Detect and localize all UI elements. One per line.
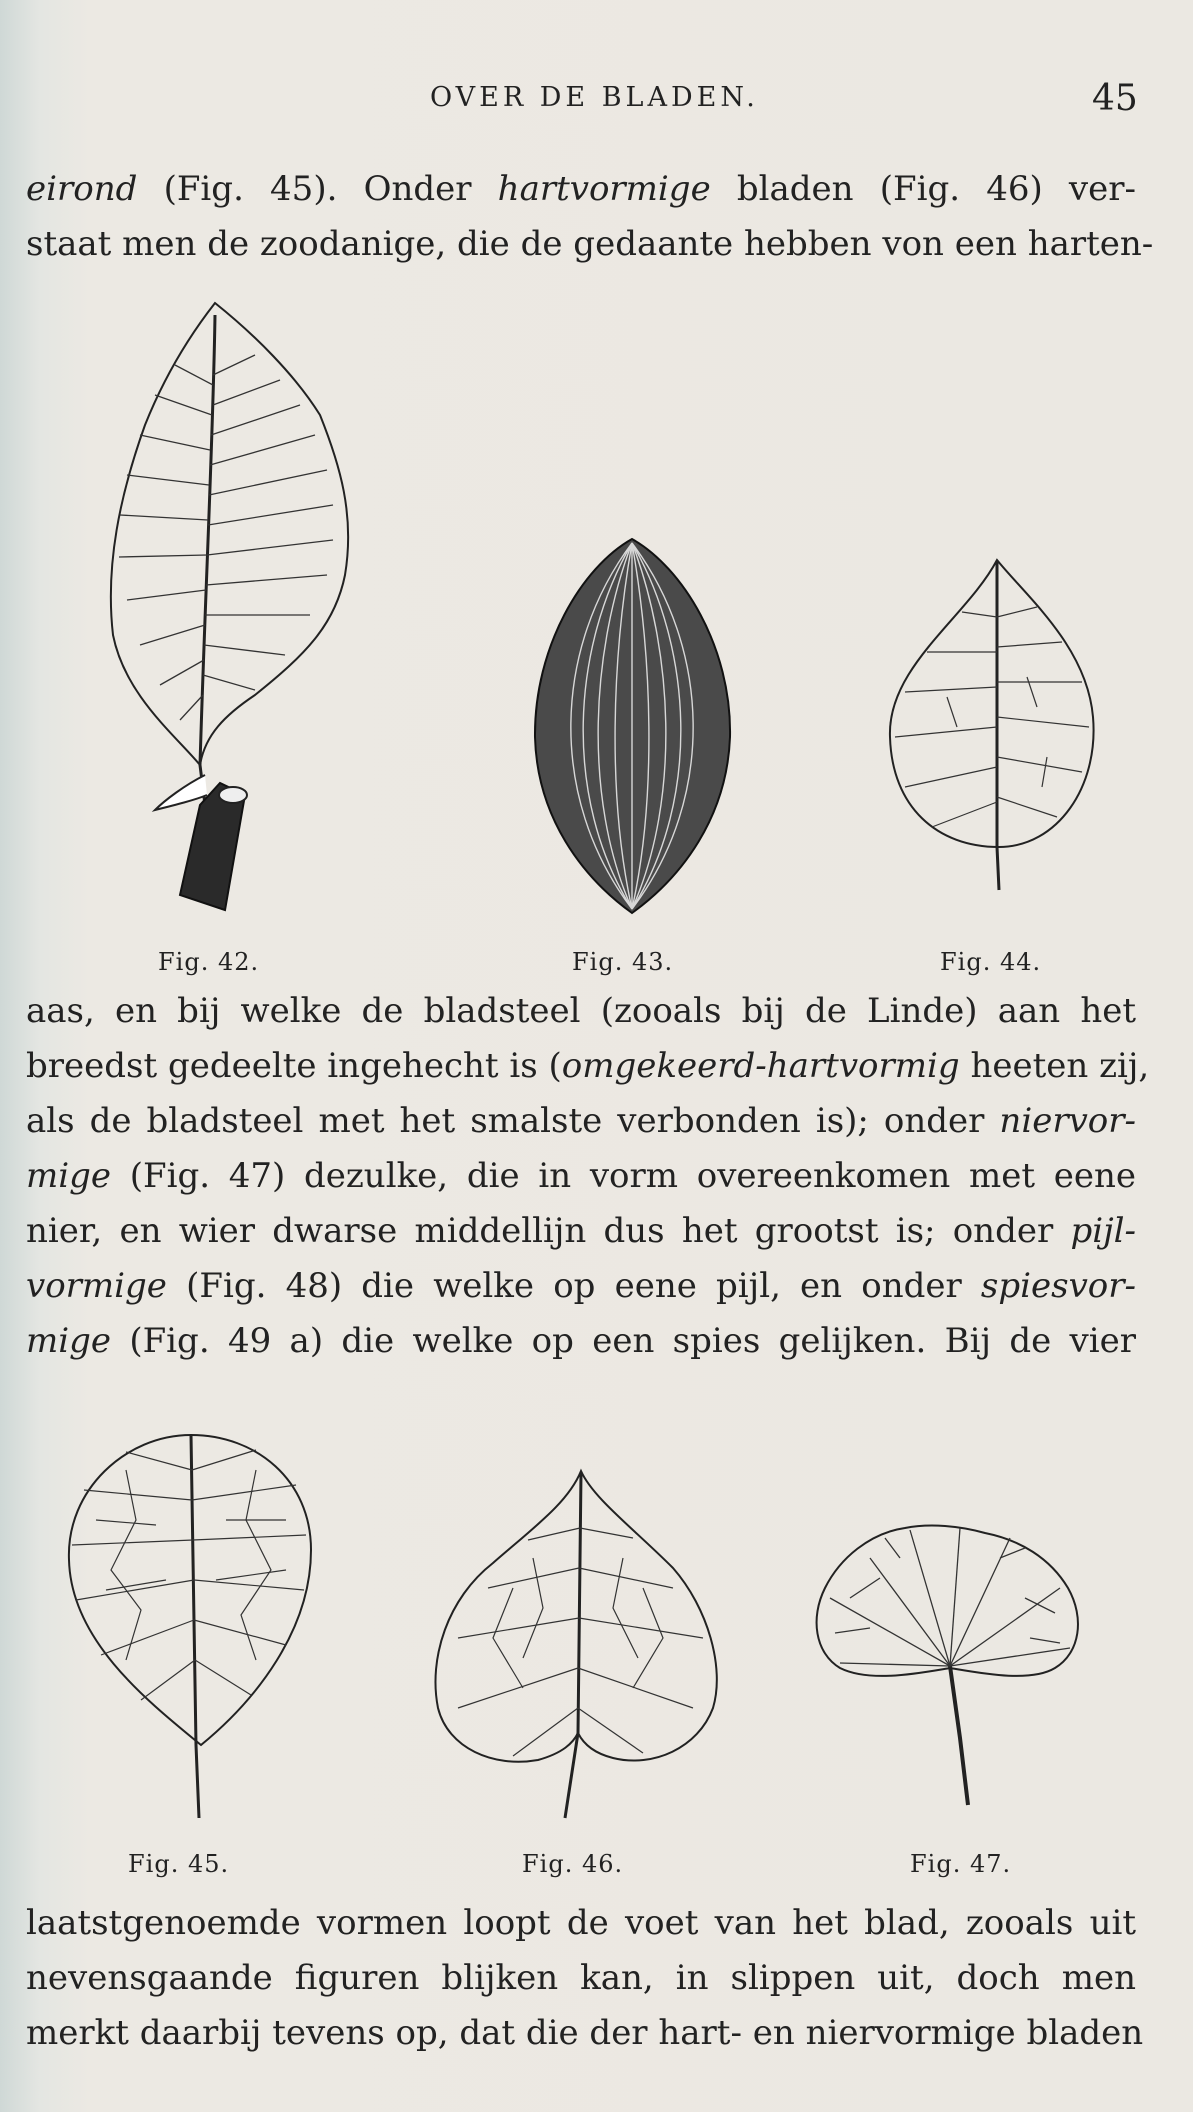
kidney-shaped-leaf-icon — [810, 1518, 1085, 1808]
text-line: staat men de zoodanige, die de gedaante hebben von een harten- — [26, 224, 1154, 264]
text-line: mige (Fig. 49 a) die welke op een spies gelijken. Bij de vier — [26, 1321, 1136, 1361]
figure-caption: Fig. 47. — [910, 1850, 1012, 1878]
round-ovate-leaf-icon — [66, 1430, 316, 1820]
obovate-leaf-icon — [887, 557, 1099, 892]
text-line: mige (Fig. 47) dezulke, die in vorm overeenkomen met eene — [26, 1156, 1136, 1196]
text-line: eirond (Fig. 45). Onder hartvormige bladen (Fig. 46) ver- — [26, 169, 1137, 209]
text-line: breedst gedeelte ingehecht is (omgekeerd-hartvormig heeten zij, — [26, 1046, 1150, 1086]
heart-shaped-leaf-icon — [433, 1468, 723, 1820]
figure-caption: Fig. 45. — [128, 1850, 230, 1878]
text-line: nevensgaande figuren blijken kan, in slippen uit, doch men — [26, 1958, 1136, 1998]
text-line: nier, en wier dwarse middellijn dus het grootst is; onder pijl- — [26, 1211, 1136, 1251]
page-number: 45 — [1092, 78, 1138, 119]
text-line: vormige (Fig. 48) die welke op eene pijl, en onder spiesvor- — [26, 1266, 1136, 1306]
ovate-pointed-leaf-icon — [532, 537, 734, 915]
paragraph-middle — [26, 984, 1150, 1369]
running-head: OVER DE BLADEN. — [430, 82, 759, 113]
paragraph-top — [26, 162, 1154, 272]
figure-caption: Fig. 44. — [940, 948, 1042, 976]
text-line: als de bladsteel met het smalste verbonden is); onder niervor- — [26, 1101, 1136, 1141]
paragraph-bottom — [26, 1896, 1144, 2061]
serrate-leaf-with-twig-icon — [105, 295, 355, 920]
text-line: aas, en bij welke de bladsteel (zooals bij de Linde) aan het — [26, 991, 1136, 1031]
text-line: laatstgenoemde vormen loopt de voet van het blad, zooals uit — [26, 1903, 1136, 1943]
figure-caption: Fig. 43. — [572, 948, 674, 976]
page-header — [0, 78, 1193, 128]
text-line: merkt daarbij tevens op, dat die der hart- en niervormige bladen — [26, 2013, 1144, 2053]
figure-caption: Fig. 46. — [522, 1850, 624, 1878]
figure-caption: Fig. 42. — [158, 948, 260, 976]
